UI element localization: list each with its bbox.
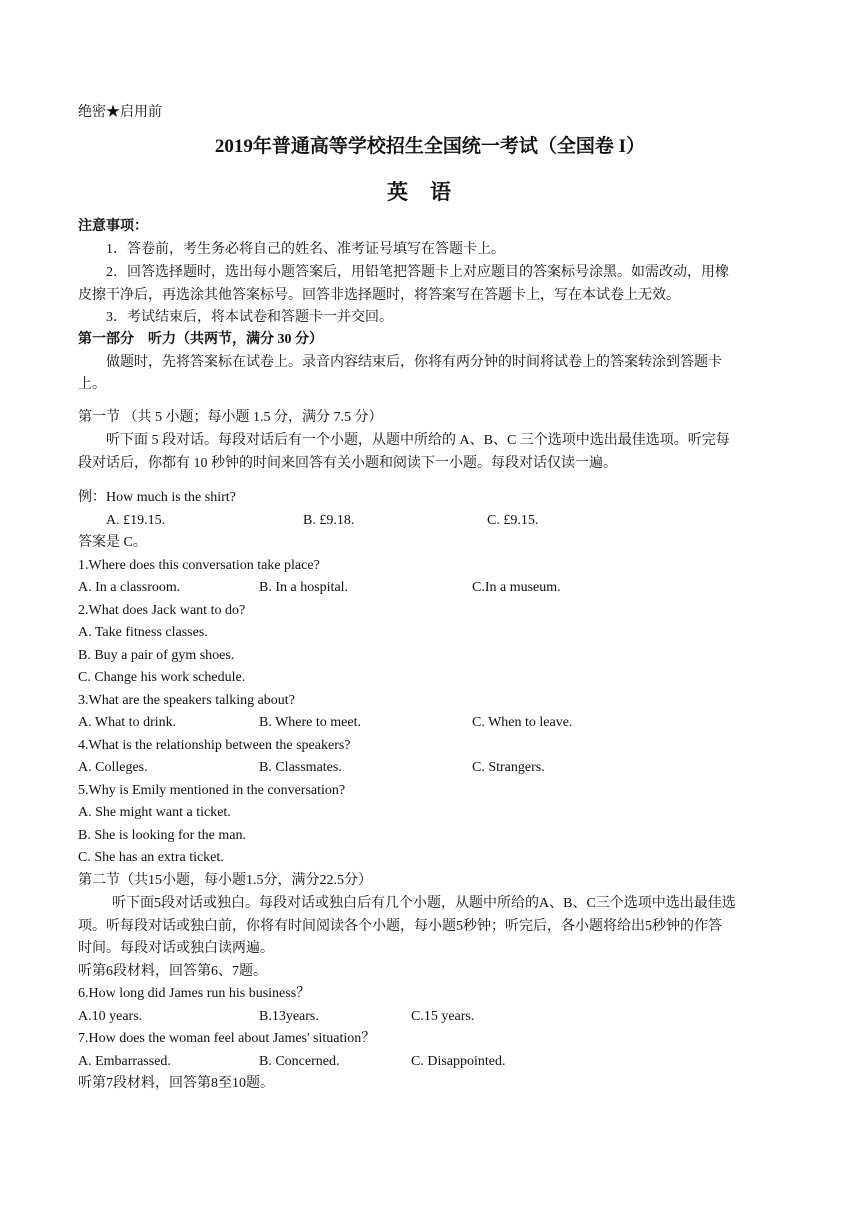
q2-option-a: A. Take fitness classes.: [78, 625, 208, 640]
q6-option-c: C.15 years.: [411, 1009, 475, 1024]
example-question: 例：How much is the shirt?: [78, 490, 236, 505]
q1-option-c: C.In a museum.: [472, 580, 561, 595]
section1-intro-line-1: 听下面 5 段对话。每段对话后有一个小题，从题中所给的 A、B、C 三个选项中选出最佳选项。听完每: [106, 433, 730, 448]
section1-intro-line-2: 段对话后，你都有 10 秒钟的时间来回答有关小题和阅读下一小题。每段对话仅读一遍。: [78, 456, 617, 471]
question-6: 6.How long did James run his business？: [78, 986, 311, 1001]
example-option-b: B. £9.18.: [303, 513, 355, 528]
section2-intro-line-3: 时间。每段对话或独白读两遍。: [78, 941, 274, 956]
question-3: 3.What are the speakers talking about?: [78, 693, 295, 708]
material-7-label: 听第7段材料，回答第8至10题。: [78, 1076, 274, 1091]
q3-option-c: C. When to leave.: [472, 715, 573, 730]
part1-intro-line-2: 上。: [78, 377, 106, 392]
q4-option-a: A. Colleges.: [78, 760, 148, 775]
part1-heading: 第一部分 听力（共两节，满分 30 分）: [78, 332, 323, 347]
note-3: 3．考试结束后，将本试卷和答题卡一并交回。: [106, 310, 393, 325]
section2-heading: 第二节（共15小题，每小题1.5分，满分22.5分）: [78, 873, 372, 888]
section2-intro-line-2: 项。听每段对话或独白前，你将有时间阅读各个小题，每小题5秒钟；听完后，各小题将给出5秒钟的作答: [78, 919, 722, 934]
example-option-c: C. £9.15.: [487, 513, 539, 528]
question-4: 4.What is the relationship between the speakers?: [78, 738, 351, 753]
q6-option-b: B.13years.: [259, 1009, 319, 1024]
q4-option-b: B. Classmates.: [259, 760, 342, 775]
example-option-a: A. £19.15.: [106, 513, 166, 528]
question-5: 5.Why is Emily mentioned in the conversation?: [78, 783, 346, 798]
confidential-label: 绝密★启用前: [78, 105, 162, 120]
q7-option-a: A. Embarrassed.: [78, 1054, 171, 1069]
subject-title: 英语: [387, 180, 473, 204]
question-1: 1.Where does this conversation take place?: [78, 558, 320, 573]
q7-option-b: B. Concerned.: [259, 1054, 340, 1069]
question-7: 7.How does the woman feel about James' situation？: [78, 1031, 376, 1046]
q3-option-a: A. What to drink.: [78, 715, 177, 730]
part1-intro-line-1: 做题时，先将答案标在试卷上。录音内容结束后，你将有两分钟的时间将试卷上的答案转涂到答题卡: [106, 355, 722, 370]
q3-option-b: B. Where to meet.: [259, 715, 361, 730]
note-2-line-2: 皮擦干净后，再选涂其他答案标号。回答非选择题时，将答案写在答题卡上，写在本试卷上无效。: [78, 288, 680, 303]
q2-option-b: B. Buy a pair of gym shoes.: [78, 648, 235, 663]
q6-option-a: A.10 years.: [78, 1009, 143, 1024]
example-answer: 答案是 C。: [78, 535, 147, 550]
section1-heading: 第一节 （共 5 小题；每小题 1.5 分，满分 7.5 分）: [78, 410, 383, 425]
material-6-label: 听第6段材料，回答第6、7题。: [78, 964, 267, 979]
exam-title: 2019年普通高等学校招生全国统一考试（全国卷 I）: [214, 136, 646, 157]
q2-option-c: C. Change his work schedule.: [78, 670, 246, 685]
q5-option-b: B. She is looking for the man.: [78, 828, 246, 843]
note-1: 1．答卷前，考生务必将自己的姓名、准考证号填写在答题卡上。: [106, 242, 505, 257]
q1-option-b: B. In a hospital.: [259, 580, 349, 595]
q5-option-a: A. She might want a ticket.: [78, 805, 231, 820]
q1-option-a: A. In a classroom.: [78, 580, 181, 595]
q5-option-c: C. She has an extra ticket.: [78, 850, 224, 865]
notes-heading: 注意事项：: [78, 219, 148, 234]
section2-intro-line-1: 听下面5段对话或独白。每段对话或独白后有几个小题，从题中所给的A、B、C三个选项中选出最佳选: [112, 896, 736, 911]
q4-option-c: C. Strangers.: [472, 760, 545, 775]
question-2: 2.What does Jack want to do?: [78, 603, 246, 618]
note-2-line-1: 2．回答选择题时，选出每小题答案后，用铅笔把答题卡上对应题目的答案标号涂黑。如需改动，用橡: [106, 265, 729, 280]
q7-option-c: C. Disappointed.: [411, 1054, 506, 1069]
